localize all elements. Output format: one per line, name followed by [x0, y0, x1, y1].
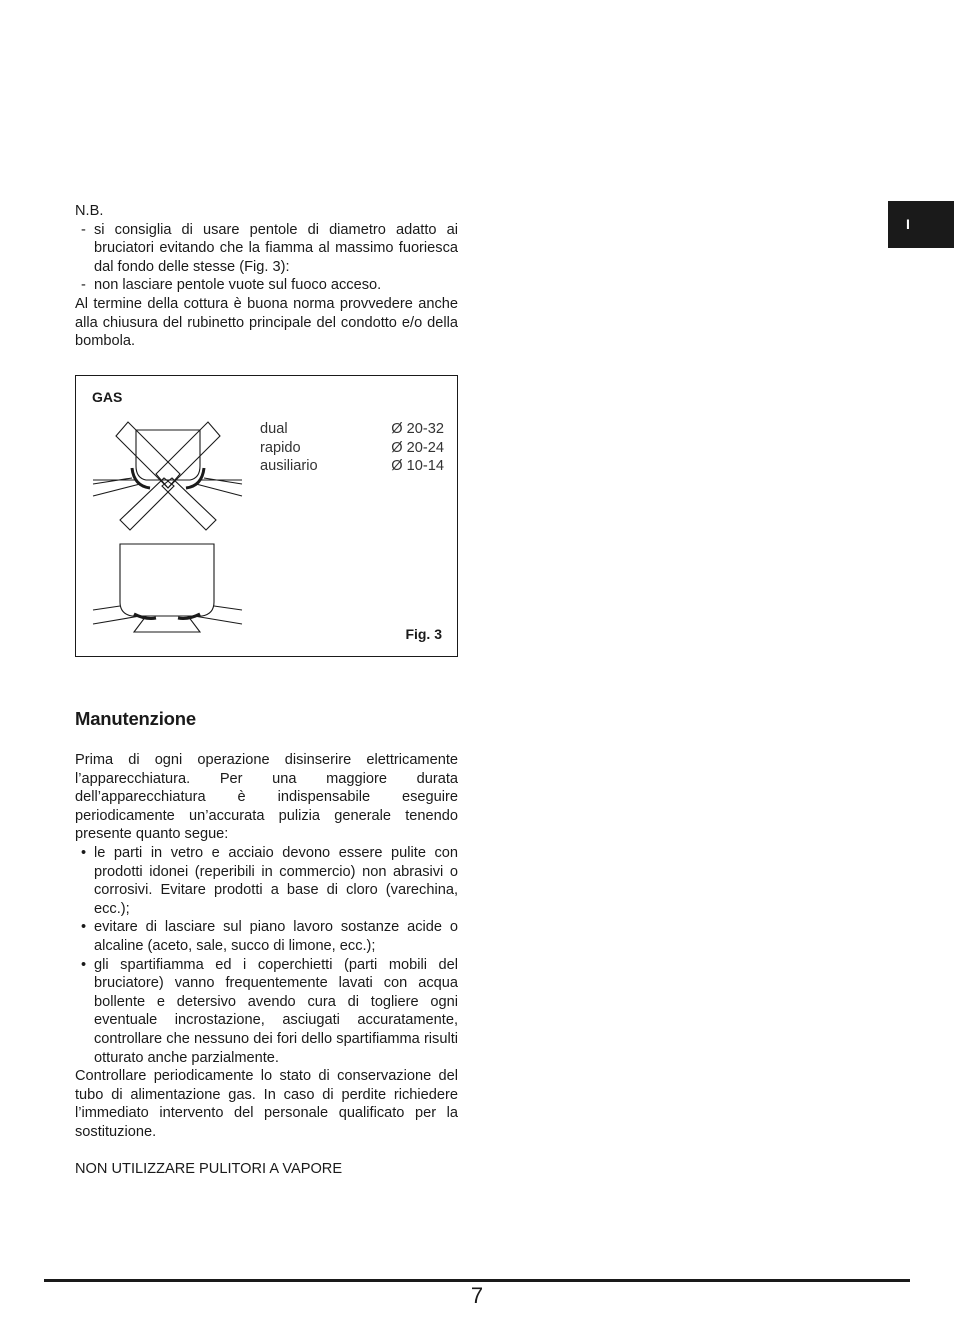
- list-item: - non lasciare pentole vuote sul fuoco acceso.: [81, 277, 382, 294]
- maintenance-intro: Prima di ogni operazione disinserire elettricamente l’apparecchiatura. Per una maggiore durata dell’apparecchiatura è indispensabile eseguire periodicamente un’accurata pulizia generale tenendo presente quanto segue:: [75, 752, 458, 843]
- figure-title: GAS: [92, 389, 123, 405]
- table-row: ausiliario Ø 10-14: [260, 458, 444, 475]
- burner-diameter-table: [260, 420, 444, 476]
- list-item: • le parti in vetro e acciaio devono essere pulite con prodotti idonei (reperibili in commercio) non abrasivi o corrosivi. Evitare prodotti a base di cloro (varechina, ecc.);: [81, 844, 458, 917]
- list-item: • gli spartifiamma ed i coperchietti (parti mobili del bruciatore) vanno frequentemente lavati con acqua bollente e detersivo avendo cura di togliere ogni eventuale incrostazione, asciugati accuratamente, controllare che nessuno dei fori dello spartifiamma risulti otturato anche parzialmente.: [81, 956, 458, 1066]
- footer-rule: [44, 1279, 910, 1282]
- maintenance-closing: Controllare periodicamente lo stato di conservazione del tubo di alimentazione gas. In caso di perdite richiedere l’immediato intervento del personale qualificato per la sostituzione.: [75, 1068, 458, 1140]
- pan-flame-illustration: [90, 416, 245, 636]
- section-title: Manutenzione: [75, 708, 196, 729]
- maintenance-section: [75, 751, 458, 1141]
- language-tab: [888, 201, 954, 248]
- list-item: - si consiglia di usare pentole di diametro adatto ai bruciatori evitando che la fiamma al massimo fuoriesca dal fondo delle stesse (Fig. 3):: [81, 221, 458, 275]
- table-row: dual Ø 20-32: [260, 421, 444, 437]
- steam-cleaner-warning: NON UTILIZZARE PULITORI A VAPORE: [75, 1161, 343, 1177]
- maintenance-list: [75, 844, 458, 1067]
- list-item: • evitare di lasciare sul piano lavoro sostanze acide o alcaline (aceto, sale, succo di limone, ecc.);: [81, 919, 458, 954]
- nb-section: [75, 202, 458, 351]
- figure-3: [75, 375, 458, 657]
- nb-heading: N.B.: [75, 203, 104, 219]
- page-number: 7: [470, 1283, 484, 1308]
- figure-caption: Fig. 3: [405, 626, 442, 643]
- nb-list: [75, 221, 458, 295]
- nb-closing: Al termine della cottura è buona norma provvedere anche alla chiusura del rubinetto principale del condotto e/o della bombola.: [75, 295, 458, 350]
- language-tab-label: I: [906, 216, 910, 233]
- table-row: rapido Ø 20-24: [260, 439, 444, 456]
